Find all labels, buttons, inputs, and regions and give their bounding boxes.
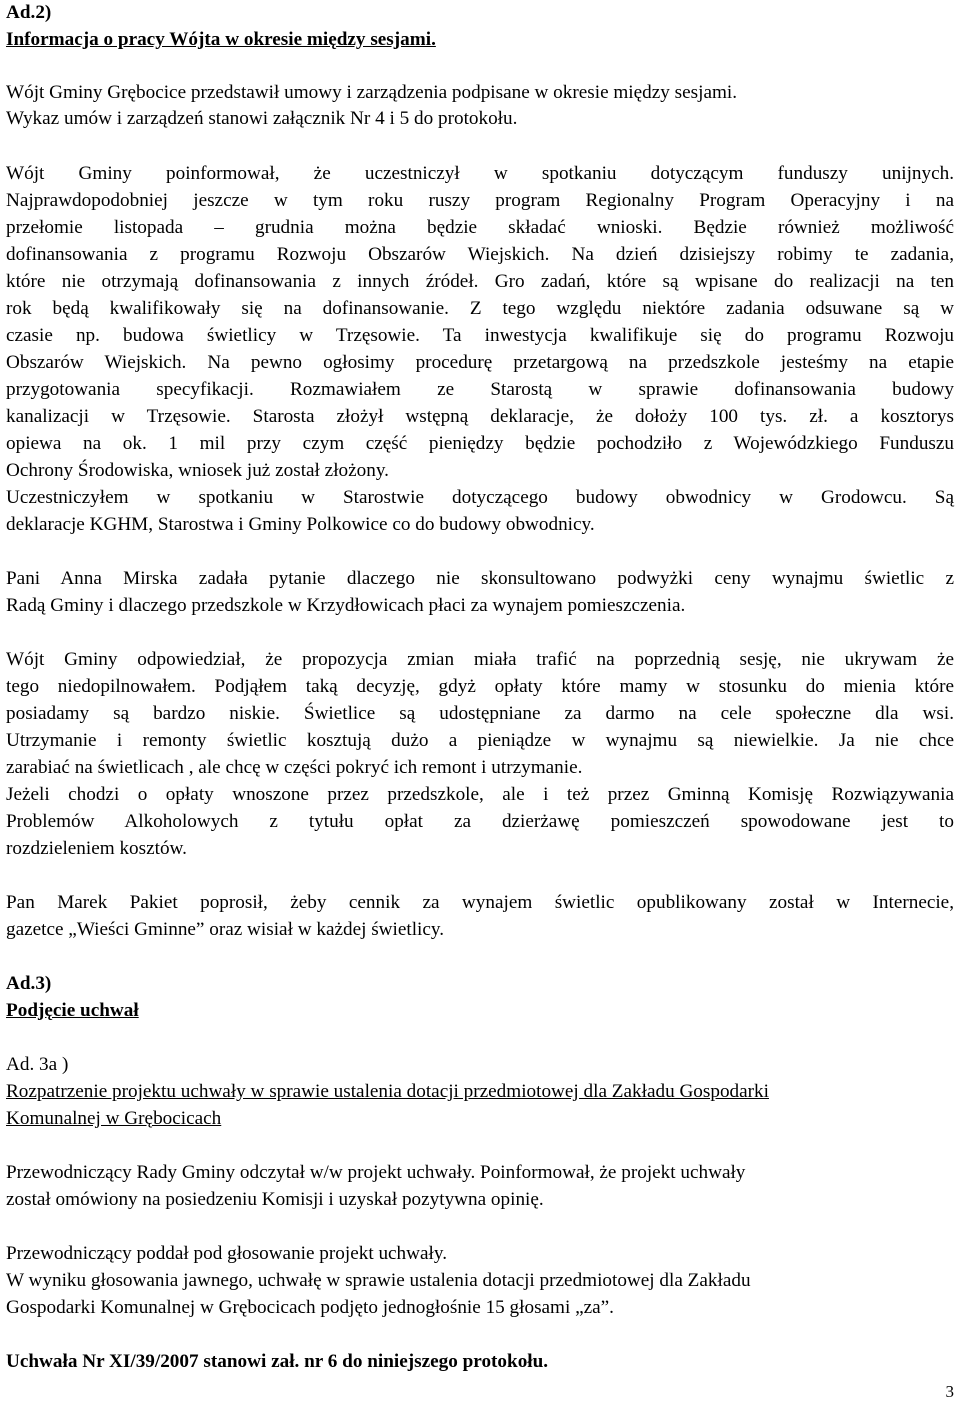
paragraph-line: Wójt Gminy odpowiedział, że propozycja zmian miała trafić na poprzednią sesję, nie ukrywam że	[6, 649, 954, 670]
paragraph-line: Problemów Alkoholowych z tytułu opłat za dzierżawę pomieszczeń spowodowane jest to	[6, 811, 954, 832]
paragraph-line: Obszarów Wiejskich. Na pewno ogłosimy procedurę przetargową na przedszkole jesteśmy na etapie	[6, 352, 954, 373]
paragraph-line: rok będą kwalifikowały się na dofinansowanie. Z tego względu niektóre zadania odsuwane są w	[6, 298, 954, 319]
resolution-note: Uchwała Nr XI/39/2007 stanowi zał. nr 6 do niniejszego protokołu.	[6, 1351, 549, 1372]
paragraph-line: Pani Anna Mirska zadała pytanie dlaczego nie skonsultowano podwyżki ceny wynajmu świetlic z	[6, 568, 954, 589]
section-title-podjecie-uchwal: Podjęcie uchwał	[6, 1000, 139, 1021]
paragraph-line: które nie otrzymają dofinansowania z innych źródeł. Gro zadań, które są wpisane do realizacji na ten	[6, 271, 954, 292]
paragraph-line: posiadamy są bardzo niskie. Świetlice są udostępniane za darmo na cele społeczne dla wsi.	[6, 703, 954, 724]
paragraph-line: rozdzieleniem kosztów.	[6, 838, 187, 859]
paragraph-line: deklaracje KGHM, Starostwa i Gminy Polkowice co do budowy obwodnicy.	[6, 514, 595, 535]
paragraph-line: Uczestniczyłem w spotkaniu w Starostwie dotyczącego budowy obwodnicy w Grodowcu. Są	[6, 487, 954, 508]
paragraph-line: przełomie listopada – grudnia można będzie składać wnioski. Będzie również możliwość	[6, 217, 954, 238]
paragraph-line: Wójt Gminy poinformował, że uczestniczył w spotkaniu dotyczącym funduszy unijnych.	[6, 163, 954, 184]
paragraph-line: gazetce „Wieści Gminne” oraz wisiał w każdej świetlicy.	[6, 919, 445, 940]
paragraph-line: przygotowania specyfikacji. Rozmawiałem ze Starostą w sprawie dofinansowania budowy	[6, 379, 954, 400]
paragraph-line: Pan Marek Pakiet poprosił, żeby cennik za wynajem świetlic opublikowany został w Internecie,	[6, 892, 954, 913]
paragraph-line: Wójt Gminy Grębocice przedstawił umowy i zarządzenia podpisane w okresie między sesjami.	[6, 82, 738, 103]
paragraph-line: tego niedopilnowałem. Podjąłem taką decyzję, gdyż opłaty które mamy w stosunku do mienia które	[6, 676, 954, 697]
section-heading-ad3: Ad.3)	[6, 973, 52, 994]
paragraph-line: Gospodarki Komunalnej w Grębocicach podjęto jednogłośnie 15 głosami „za”.	[6, 1297, 614, 1318]
paragraph-line: Najprawdopodobniej jeszcze w tym roku ruszy program Regionalny Program Operacyjny i na	[6, 190, 954, 211]
section-title-informacja: Informacja o pracy Wójta w okresie między sesjami.	[6, 29, 436, 50]
paragraph-line: czasie np. budowa świetlicy w Trzęsowie. Ta inwestycja kwalifikuje się do programu Rozwoju	[6, 325, 954, 346]
paragraph-line: Przewodniczący Rady Gminy odczytał w/w projekt uchwały. Poinformował, że projekt uchwały	[6, 1162, 746, 1183]
paragraph-line: zarabiać na świetlicach , ale chcę w części pokryć ich remont i utrzymanie.	[6, 757, 583, 778]
paragraph-line: Przewodniczący poddał pod głosowanie projekt uchwały.	[6, 1243, 448, 1264]
page-number: 3	[945, 1382, 954, 1401]
paragraph-line: kanalizacji w Trzęsowie. Starosta złożył wstępną deklaracje, że dołoży 100 tys. zł. a kosztorys	[6, 406, 954, 427]
paragraph-line: został omówiony na posiedzeniu Komisji i uzyskał pozytywna opinię.	[6, 1189, 544, 1210]
paragraph-line: W wyniku głosowania jawnego, uchwałę w sprawie ustalenia dotacji przedmiotowej dla Zakładu	[6, 1270, 751, 1291]
paragraph-line: Wykaz umów i zarządzeń stanowi załącznik Nr 4 i 5 do protokołu.	[6, 108, 518, 129]
paragraph-line: opiewa na ok. 1 mil przy czym część pieniędzy będzie pochodziło z Wojewódzkiego Funduszu	[6, 433, 954, 454]
subsection-title-line: Komunalnej w Grębocicach	[6, 1108, 222, 1129]
subsection-heading-ad3a: Ad. 3a )	[6, 1054, 69, 1075]
paragraph-line: Radą Gminy i dlaczego przedszkole w Krzydłowicach płaci za wynajem pomieszczenia.	[6, 595, 686, 616]
subsection-title-line: Rozpatrzenie projektu uchwały w sprawie ustalenia dotacji przedmiotowej dla Zakładu Gospodarki	[6, 1081, 769, 1102]
section-heading-ad2: Ad.2)	[6, 2, 52, 23]
paragraph-line: Ochrony Środowiska, wniosek już został złożony.	[6, 460, 389, 481]
paragraph-line: Jeżeli chodzi o opłaty wnoszone przez przedszkole, ale i też przez Gminną Komisję Rozwiązywania	[6, 784, 954, 805]
paragraph-line: Utrzymanie i remonty świetlic kosztują dużo a pieniądze w wynajmu są niewielkie. Ja nie chce	[6, 730, 954, 751]
paragraph-line: dofinansowania z programu Rozwoju Obszarów Wiejskich. Na dzień dzisiejszy robimy te zadania,	[6, 244, 954, 265]
